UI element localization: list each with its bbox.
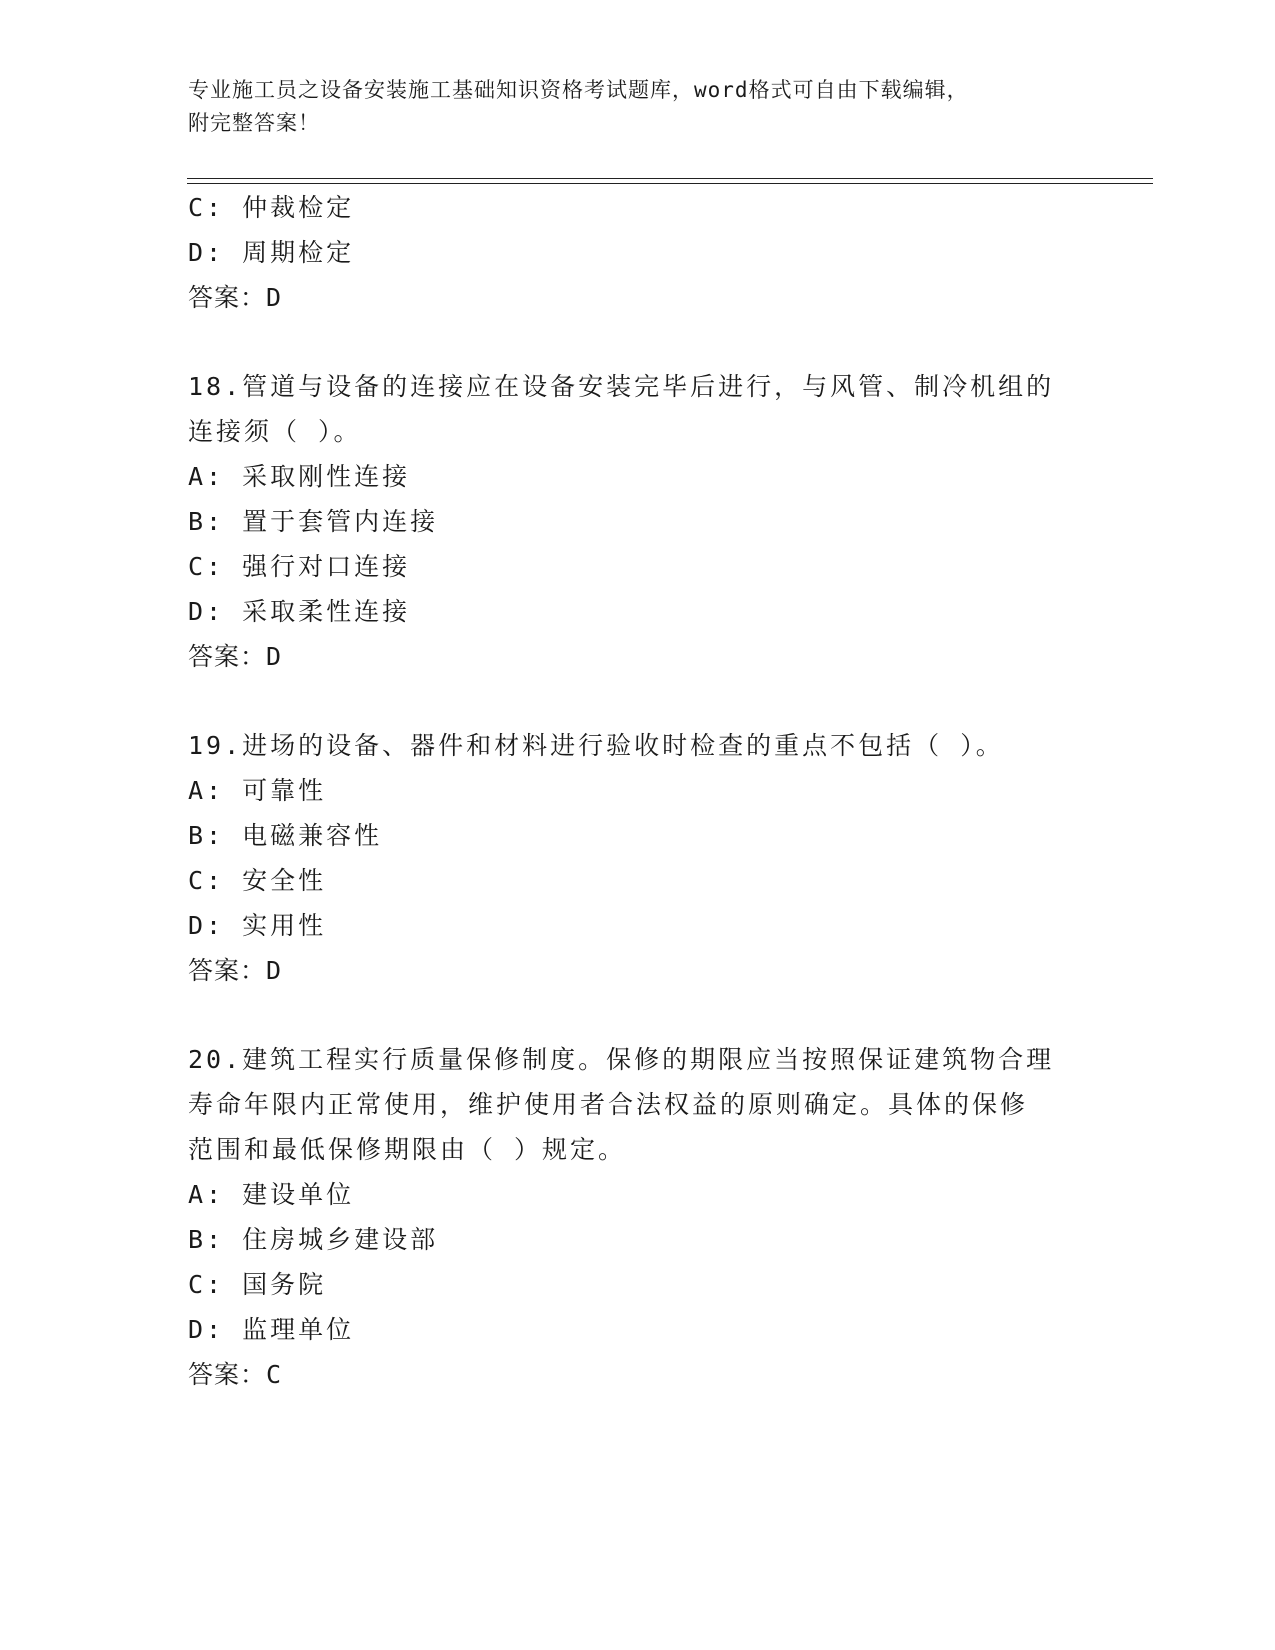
option-c: C: 仲裁检定 bbox=[188, 193, 355, 222]
question-19-option-b: B: 电磁兼容性 bbox=[188, 821, 383, 850]
question-19-option-c: C: 安全性 bbox=[188, 866, 327, 895]
question-19-option-d: D: 实用性 bbox=[188, 911, 327, 940]
question-20-option-c: C: 国务院 bbox=[188, 1270, 327, 1299]
question-18-stem-line-1: 18.管道与设备的连接应在设备安装完毕后进行，与风管、制冷机组的 bbox=[188, 372, 1055, 401]
question-18-answer: 答案：D bbox=[188, 642, 283, 671]
question-18-option-b: B: 置于套管内连接 bbox=[188, 507, 439, 536]
question-18-option-c: C: 强行对口连接 bbox=[188, 552, 411, 581]
question-20-stem-line-3: 范围和最低保修期限由（ ）规定。 bbox=[188, 1135, 627, 1164]
question-20-stem-line-2: 寿命年限内正常使用，维护使用者合法权益的原则确定。具体的保修 bbox=[188, 1090, 1029, 1119]
question-20-option-a: A: 建设单位 bbox=[188, 1180, 355, 1209]
question-19-stem-line-1: 19.进场的设备、器件和材料进行验收时检查的重点不包括（ ）。 bbox=[188, 731, 1004, 760]
question-18-stem-line-2: 连接须（ ）。 bbox=[188, 417, 362, 446]
question-20-stem-line-1: 20.建筑工程实行质量保修制度。保修的期限应当按照保证建筑物合理 bbox=[188, 1045, 1055, 1074]
header-divider-bottom bbox=[187, 183, 1153, 184]
option-d: D: 周期检定 bbox=[188, 238, 355, 267]
document-header bbox=[188, 74, 1088, 140]
question-20-answer: 答案：C bbox=[188, 1360, 283, 1389]
header-line-1: 专业施工员之设备安装施工基础知识资格考试题库，word格式可自由下载编辑， bbox=[188, 78, 969, 102]
header-line-2: 附完整答案！ bbox=[188, 111, 320, 135]
question-18-option-d: D: 采取柔性连接 bbox=[188, 597, 411, 626]
answer: 答案：D bbox=[188, 283, 283, 312]
question-20-option-b: B: 住房城乡建设部 bbox=[188, 1225, 439, 1254]
question-18-option-a: A: 采取刚性连接 bbox=[188, 462, 411, 491]
question-20-option-d: D: 监理单位 bbox=[188, 1315, 355, 1344]
question-19-option-a: A: 可靠性 bbox=[188, 776, 327, 805]
header-divider-top bbox=[187, 178, 1153, 179]
question-19-answer: 答案：D bbox=[188, 956, 283, 985]
